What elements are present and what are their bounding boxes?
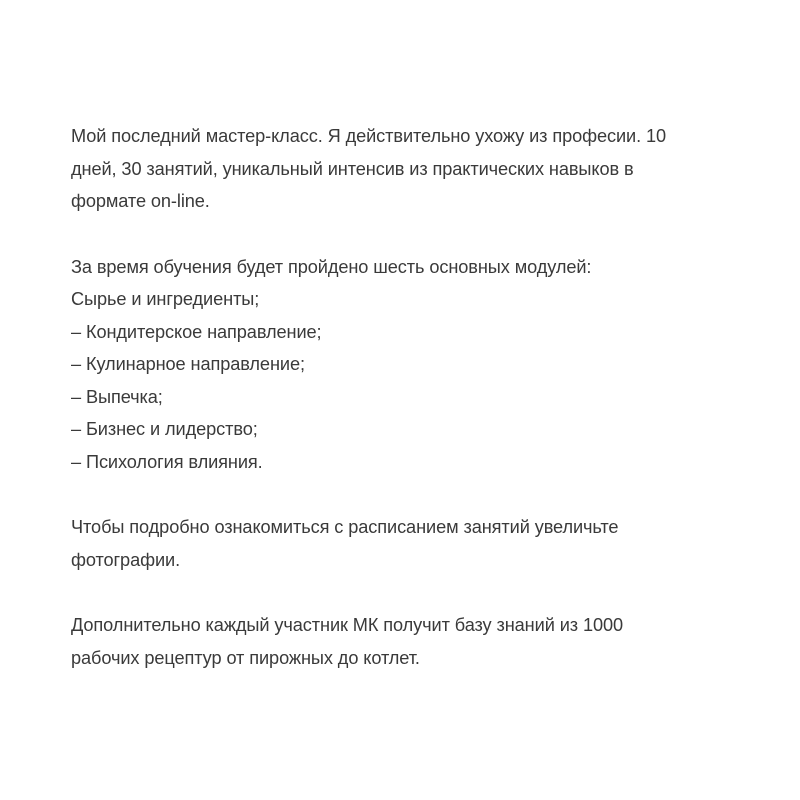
intro-paragraph xyxy=(71,120,741,218)
text-line: формате on-line. xyxy=(71,191,210,211)
modules-heading: За время обучения будет пройдено шесть основных модулей: xyxy=(71,256,592,277)
text-line: Чтобы подробно ознакомиться с расписанием занятий увеличьте xyxy=(71,517,619,537)
post-text xyxy=(71,120,741,674)
module-item: – Выпечка; xyxy=(71,386,163,407)
text-line: фотографии. xyxy=(71,549,181,570)
module-item: – Кулинарное направление; xyxy=(71,354,305,374)
module-item: – Бизнес и лидерство; xyxy=(71,419,258,439)
bonus-paragraph xyxy=(71,609,741,674)
module-item: – Кондитерское направление; xyxy=(71,321,322,342)
text-line: Дополнительно каждый участник МК получит базу знаний из 1000 xyxy=(71,615,624,635)
schedule-paragraph xyxy=(71,511,741,576)
module-item: Сырье и ингредиенты; xyxy=(71,289,260,309)
text-line: Мой последний мастер-класс. Я действительно ухожу из професии. 10 xyxy=(71,126,667,146)
text-line: рабочих рецептур от пирожных до котлет. xyxy=(71,647,420,668)
modules-paragraph xyxy=(71,251,741,479)
text-line: дней, 30 занятий, уникальный интенсив из практических навыков в xyxy=(71,158,634,179)
module-item: – Психология влияния. xyxy=(71,451,263,472)
